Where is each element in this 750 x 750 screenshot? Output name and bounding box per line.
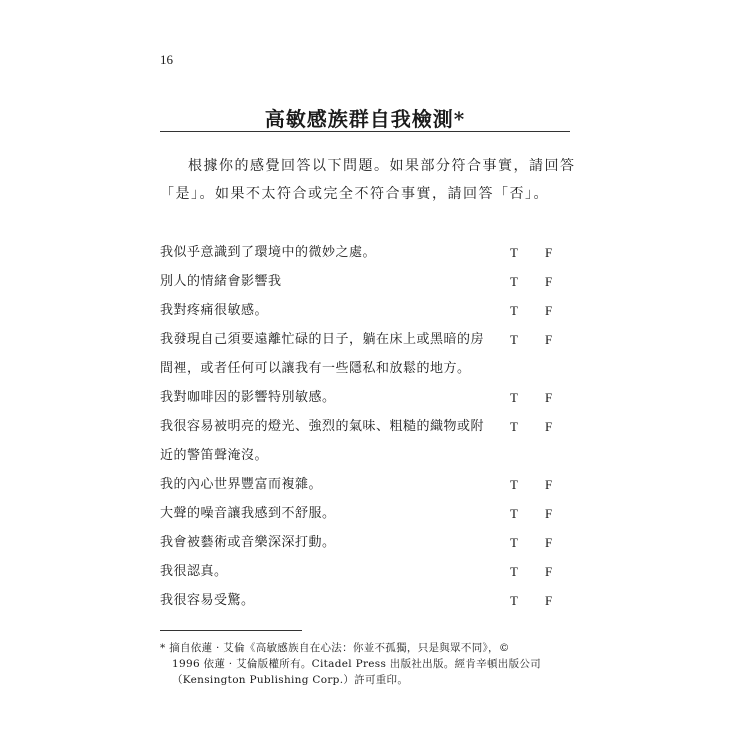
question-text-line-1: 我很容易被明亮的燈光、強烈的氣味、粗糙的織物或附 (160, 419, 485, 434)
false-option: F (545, 593, 553, 608)
footnote (160, 640, 585, 688)
question-text: 大聲的噪音讓我感到不舒服。 (160, 506, 336, 521)
question-text: 我很容易受驚。 (160, 593, 255, 608)
footnote-divider (160, 630, 302, 631)
false-option: F (545, 535, 553, 550)
false-option: F (545, 274, 553, 289)
page-number: 16 (160, 52, 173, 67)
question-text-line-2: 間裡，或者任何可以讓我有一些隱私和放鬆的地方。 (160, 361, 471, 376)
footnote-line-2: 1996 依蓮 · 艾倫版權所有。Citadel Press 出版社出版。經肯辛頓出版公司 (172, 658, 541, 670)
false-option: F (545, 477, 553, 492)
question-text-line-2: 近的警笛聲淹沒。 (160, 448, 269, 463)
intro-paragraph (160, 152, 580, 208)
question-text: 別人的情緒會影響我 (160, 274, 282, 289)
question-text (160, 412, 495, 470)
question-text: 我對咖啡因的影響特別敏感。 (160, 390, 336, 405)
title-divider (160, 131, 570, 132)
question-text: 我對疼痛很敏感。 (160, 303, 269, 318)
false-option: F (545, 506, 553, 521)
false-option: F (545, 564, 553, 579)
intro-line-2: 「是」。如果不太符合或完全不符合事實，請回答「否」。 (160, 186, 549, 202)
true-option: T (510, 332, 518, 347)
false-option: F (545, 332, 553, 347)
question-text-line-1: 我發現自己須要遠離忙碌的日子，躺在床上或黑暗的房 (160, 332, 485, 347)
true-option: T (510, 419, 518, 434)
question-row (160, 296, 580, 325)
question-row (160, 267, 580, 296)
false-option: F (545, 245, 553, 260)
question-row (160, 499, 580, 528)
footnote-line-3: （Kensington Publishing Corp.）許可重印。 (172, 674, 409, 686)
true-option: T (510, 390, 518, 405)
question-text: 我似乎意識到了環境中的微妙之處。 (160, 245, 377, 260)
intro-line-1: 根據你的感覺回答以下問題。如果部分符合事實，請回答 (188, 158, 576, 174)
true-option: T (510, 274, 518, 289)
question-text: 我的內心世界豐富而複雜。 (160, 477, 323, 492)
true-option: T (510, 593, 518, 608)
true-option: T (510, 506, 518, 521)
true-option: T (510, 303, 518, 318)
true-option: T (510, 535, 518, 550)
true-option: T (510, 564, 518, 579)
false-option: F (545, 303, 553, 318)
question-row (160, 383, 580, 412)
page-title: 高敏感族群自我檢測* (264, 107, 466, 131)
question-row (160, 470, 580, 499)
question-text: 我會被藝術或音樂深深打動。 (160, 535, 336, 550)
question-text: 我很認真。 (160, 564, 228, 579)
question-row (160, 238, 580, 267)
question-row (160, 325, 580, 383)
question-row (160, 528, 580, 557)
question-text (160, 325, 495, 383)
footnote-line-1: * 摘自依蓮 · 艾倫《高敏感族自在心法：你並不孤獨，只是與眾不同》，© (160, 642, 510, 654)
false-option: F (545, 390, 553, 405)
question-row (160, 586, 580, 615)
false-option: F (545, 419, 553, 434)
true-option: T (510, 477, 518, 492)
question-list (160, 238, 580, 615)
true-option: T (510, 245, 518, 260)
question-row (160, 412, 580, 470)
question-row (160, 557, 580, 586)
